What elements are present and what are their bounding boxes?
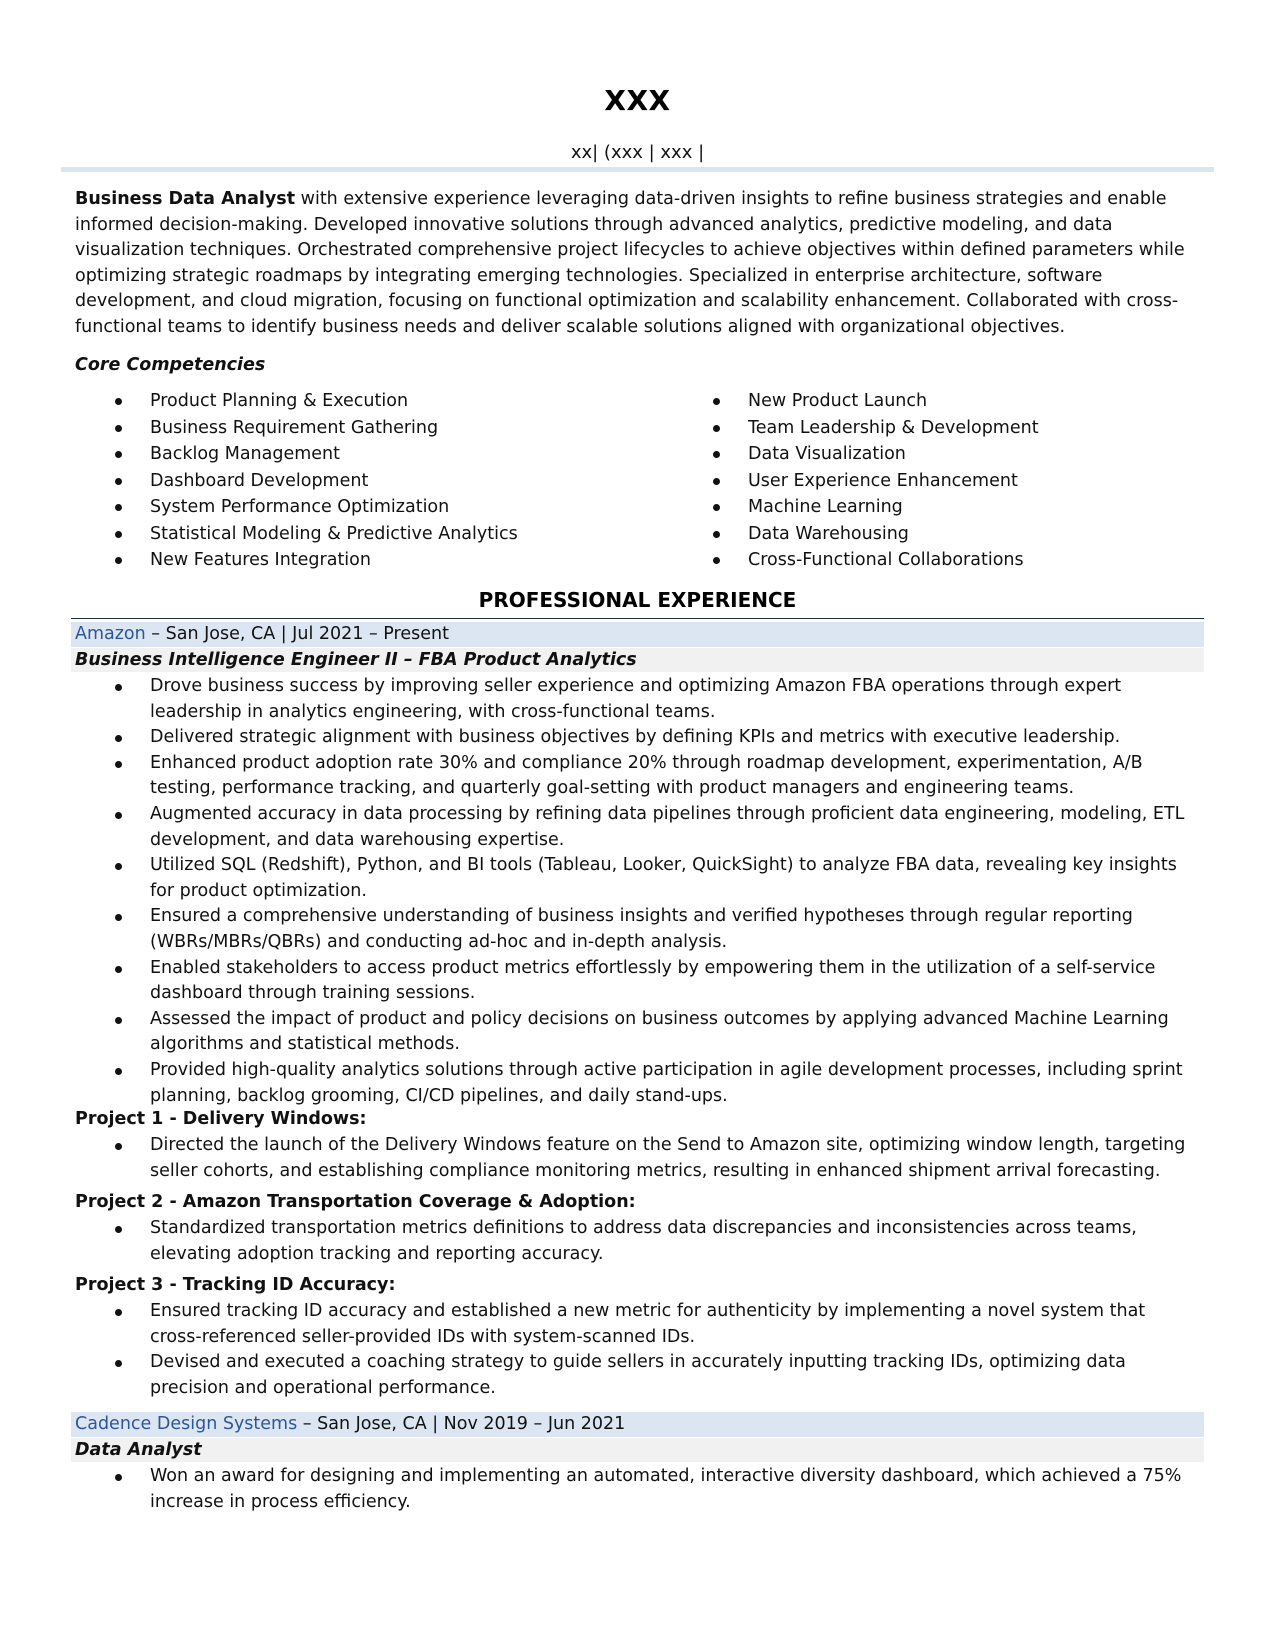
project-title: Project 2 - Amazon Transportation Coverage & Adoption:: [75, 1192, 636, 1212]
competency-item: Data Visualization: [708, 441, 1039, 468]
experience-bullet: Enhanced product adoption rate 30% and compliance 20% through roadmap development, experimentation, A/B testing, performance tracking, and quarterly goal-setting with product managers and engineering teams.: [110, 751, 1195, 802]
summary-lead: Business Data Analyst: [75, 189, 296, 209]
job-header: [75, 622, 449, 647]
candidate-name: XXX: [604, 84, 671, 117]
summary-text: with extensive experience leveraging data-driven insights to refine business strategies and enable informed decision-making. Developed innovative solutions through advanced analytics, predictive modeling, and data visualization techniques. Orchestrated comprehensive project lifecycles to achieve objectives within defined parameters while optimizing strategic roadmaps by integrating emerging technologies. Specialized in enterprise architecture, software development, and cloud migration, focusing on functional optimization and scalability enhancement. Collaborated with cross-functional teams to identify business needs and deliver scalable solutions aligned with organizational objectives.: [75, 189, 1185, 337]
professional-summary: [75, 187, 1205, 341]
role-band: [71, 1438, 1204, 1462]
competency-item: New Product Launch: [708, 388, 1039, 415]
project-bullet: Directed the launch of the Delivery Windows feature on the Send to Amazon site, optimizing window length, targeting seller cohorts, and establishing compliance monitoring metrics, resulting in enhanced shipment arrival forecasting.: [110, 1133, 1195, 1184]
experience-bullet: Drove business success by improving seller experience and optimizing Amazon FBA operations through expert leadership in analytics engineering, with cross-functional teams.: [110, 674, 1195, 725]
experience-bullet: Delivered strategic alignment with business objectives by defining KPIs and metrics with executive leadership.: [110, 725, 1195, 751]
competency-item: New Features Integration: [110, 547, 518, 574]
project-bullets: [110, 1299, 1195, 1401]
project-bullet: Ensured tracking ID accuracy and established a new metric for authenticity by implementing a novel system that cross-referenced seller-provided IDs with system-scanned IDs.: [110, 1299, 1195, 1350]
competency-item: System Performance Optimization: [110, 494, 518, 521]
experience-bullet: Ensured a comprehensive understanding of business insights and verified hypotheses through regular reporting (WBRs/MBRs/QBRs) and conducting ad-hoc and in-depth analysis.: [110, 904, 1195, 955]
experience-bullet: Provided high-quality analytics solutions through active participation in agile development processes, including sprint planning, backlog grooming, CI/CD pipelines, and daily stand-ups.: [110, 1058, 1195, 1109]
competency-item: Statistical Modeling & Predictive Analytics: [110, 521, 518, 548]
core-competencies-title: Core Competencies: [75, 355, 266, 375]
competency-item: Team Leadership & Development: [708, 415, 1039, 442]
project-title: Project 3 - Tracking ID Accuracy:: [75, 1275, 396, 1295]
competencies-right-list: [708, 388, 1039, 574]
project-bullets: [110, 1133, 1195, 1184]
project-bullets: [110, 1216, 1195, 1267]
project-title: Project 1 - Delivery Windows:: [75, 1109, 367, 1129]
competency-item: Cross-Functional Collaborations: [708, 547, 1039, 574]
experience-divider: [71, 618, 1204, 619]
job-details: – San Jose, CA | Jul 2021 – Present: [145, 624, 449, 644]
job-role: Business Intelligence Engineer II – FBA Product Analytics: [75, 650, 637, 670]
experience-section-title: PROFESSIONAL EXPERIENCE: [478, 588, 797, 612]
job-role: Data Analyst: [75, 1440, 202, 1460]
company-name: Amazon: [75, 624, 146, 644]
competency-item: Business Requirement Gathering: [110, 415, 518, 442]
company-name: Cadence Design Systems: [75, 1414, 298, 1434]
header-divider: [61, 167, 1214, 172]
competency-item: Data Warehousing: [708, 521, 1039, 548]
experience-bullet: Utilized SQL (Redshift), Python, and BI tools (Tableau, Looker, QuickSight) to analyze FBA data, revealing key insights for product optimization.: [110, 853, 1195, 904]
experience-bullet: Assessed the impact of product and policy decisions on business outcomes by applying advanced Machine Learning algorithms and statistical methods.: [110, 1007, 1195, 1058]
job-header: [75, 1412, 625, 1437]
competencies-left-list: [110, 388, 518, 574]
competency-item: User Experience Enhancement: [708, 468, 1039, 495]
experience-bullet: Enabled stakeholders to access product metrics effortlessly by empowering them in the utilization of a self-service dashboard through training sessions.: [110, 956, 1195, 1007]
project-bullet: Devised and executed a coaching strategy to guide sellers in accurately inputting tracking IDs, optimizing data precision and operational performance.: [110, 1350, 1195, 1401]
project-bullet: Standardized transportation metrics definitions to address data discrepancies and inconsistencies across teams, elevating adoption tracking and reporting accuracy.: [110, 1216, 1195, 1267]
job-details: – San Jose, CA | Nov 2019 – Jun 2021: [297, 1414, 626, 1434]
competency-item: Machine Learning: [708, 494, 1039, 521]
contact-line: xx| (xxx | xxx |: [570, 142, 705, 163]
competency-item: Dashboard Development: [110, 468, 518, 495]
job-bullets: [110, 1464, 1195, 1515]
experience-bullet: Augmented accuracy in data processing by refining data pipelines through proficient data engineering, modeling, ETL development, and data warehousing expertise.: [110, 802, 1195, 853]
competency-item: Backlog Management: [110, 441, 518, 468]
experience-bullet: Won an award for designing and implementing an automated, interactive diversity dashboard, which achieved a 75% increase in process efficiency.: [110, 1464, 1195, 1515]
job-bullets: [110, 674, 1195, 1109]
competency-item: Product Planning & Execution: [110, 388, 518, 415]
